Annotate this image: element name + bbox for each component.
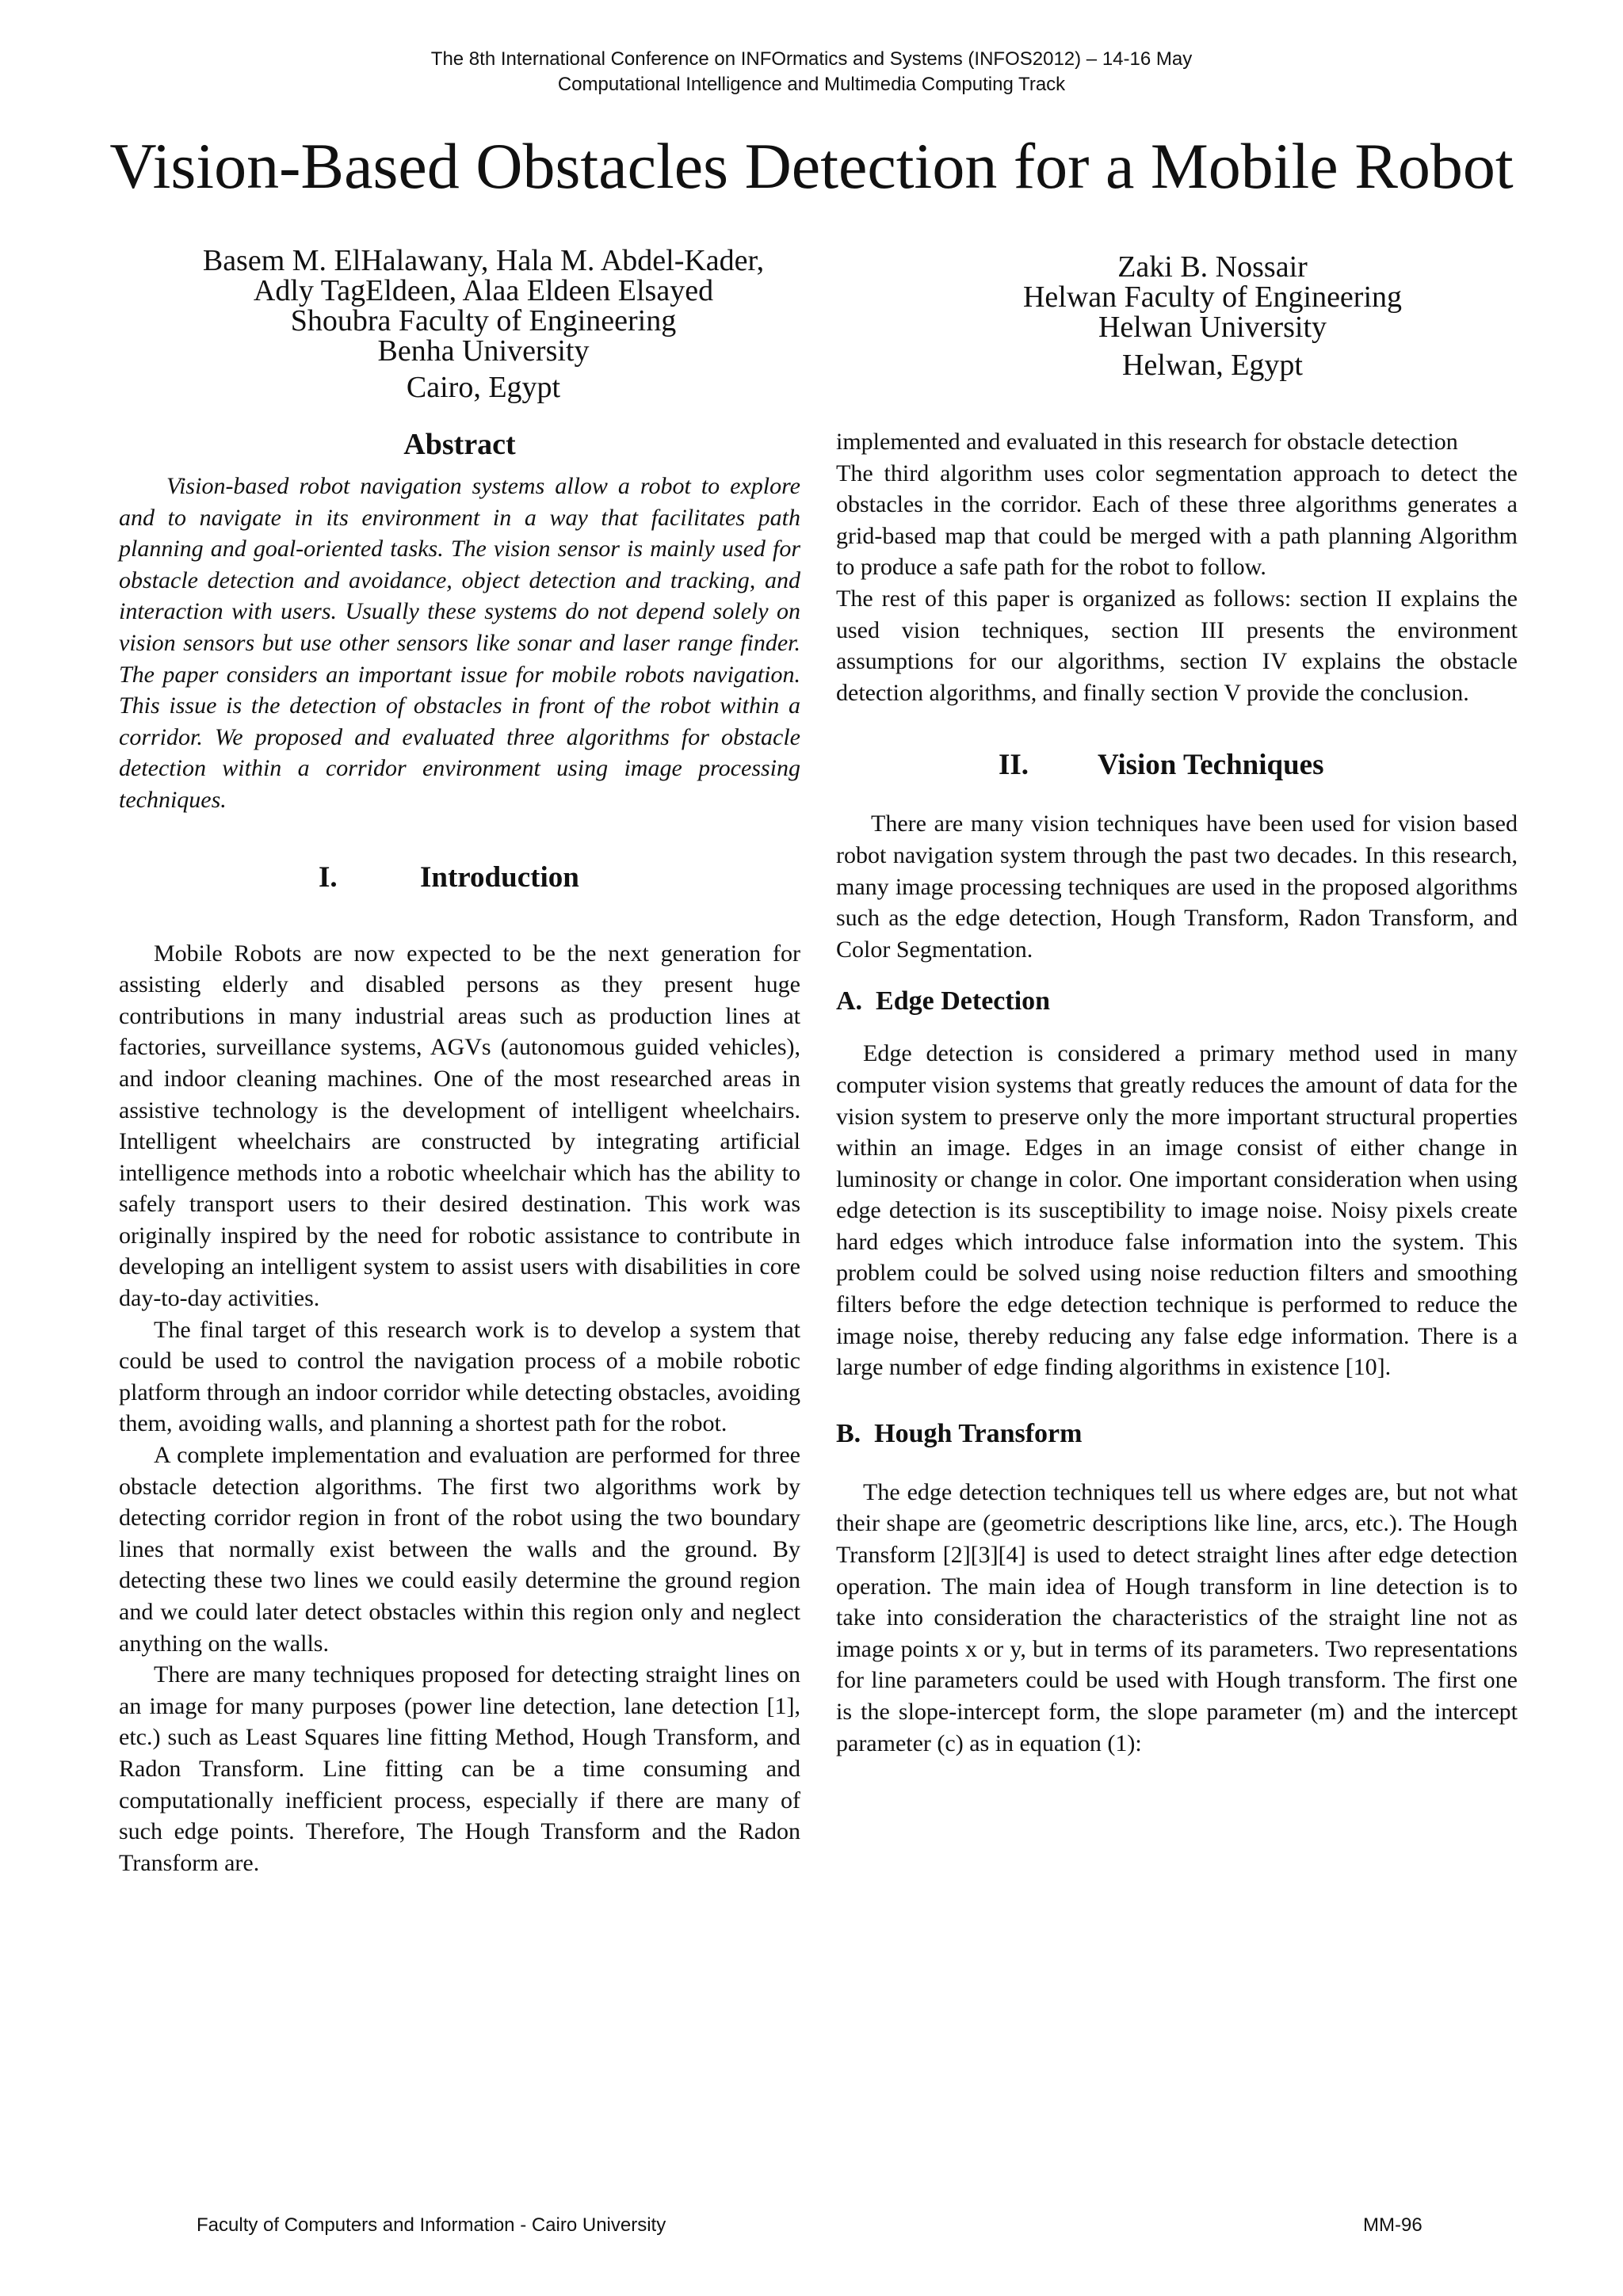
abstract-heading: Abstract — [403, 428, 516, 461]
author-line: Zaki B. Nossair — [1117, 250, 1308, 284]
affiliation-line: Shoubra Faculty of Engineering — [290, 304, 677, 338]
intro-paragraph-2: The final target of this research work is to develop a system that could be used to control the navigation process of a mobile robotic platform through an indoor corridor while detecting obstacles, avoiding them, avoiding walls, and planning a shortest path for the robot. — [119, 1316, 800, 1437]
authors-left — [119, 246, 848, 402]
paper-title: Vision-Based Obstacles Detection for a Mobile Robot — [109, 130, 1514, 202]
location-line: Helwan, Egypt — [1122, 349, 1303, 382]
location-line: Cairo, Egypt — [406, 371, 561, 404]
intro-paragraph-4: There are many techniques proposed for detecting straight lines on an image for many purposes (power line detection, lane detection [1], etc.) such as Least Squares line fitting Method, Hough Transform, and Radon Transform. Line fitting can be a time consuming and computationally inefficient process, especially if there are many of such edge points. Therefore, The Hough Transform and the Radon Transform are. — [119, 1661, 800, 1876]
right-column — [836, 426, 1518, 1759]
authors-right — [856, 252, 1569, 380]
continued-paragraph: implemented and evaluated in this research for obstacle detection — [836, 429, 1458, 455]
subsection-heading-edge-detection: A. Edge Detection — [836, 986, 1051, 1016]
vision-paragraph: There are many vision techniques have been used for vision based robot navigation system through the past two decades. In this research, many image processing techniques are used in the proposed algorithms such as the edge detection, Hough Transform, Radon Transform, and Color Segmentation. — [836, 810, 1518, 963]
left-column — [119, 429, 800, 1878]
hough-transform-paragraph: The edge detection techniques tell us where edges are, but not what their shape are (geometric descriptions like line, arcs, etc.). The Hough Transform [2][3][4] is used to detect straight lines after edge detection operation. The main idea of Hough transform in line detection is to take into consideration the characteristics of the straight line not as image points x or y, but in terms of its parameters. Two representations for line parameters could be used with Hough transform. The first one is the slope-intercept form, the slope parameter (m) and the intercept parameter (c) as in equation (1): — [836, 1478, 1518, 1756]
intro-paragraph-1: Mobile Robots are now expected to be the next generation for assisting elderly and disabled persons as they present huge contributions in many industrial areas such as production lines at factories, surveillance systems, AGVs (autonomous guided vehicles), and indoor cleaning machines. One of the most researched areas in assistive technology is the development of intelligent wheelchairs. Intelligent wheelchairs are constructed by integrating artificial intelligence methods into a robotic wheelchair which has the ability to safely transport users to their desired destination. This work was originally inspired by the need for robotic assistance to contribute in developing an intelligent system to assist users with disabilities in core day-to-day activities. — [119, 940, 800, 1312]
intro-paragraph-3: A complete implementation and evaluation are performed for three obstacle detection algorithms. The first two algorithms work by detecting corridor region in front of the robot using the two boundary lines that normally exist between the walls and the ground. By detecting these two lines we could easily determine the ground region and we could later detect obstacles within this region only and neglect anything on the walls. — [119, 1442, 800, 1657]
paragraph-third-algorithm: The third algorithm uses color segmentation approach to detect the obstacles in the corridor. Each of these three algorithms generates a grid-based map that could be merged with a path planning Algorithm to produce a safe path for the robot to follow. — [836, 460, 1518, 581]
affiliation-line: Helwan Faculty of Engineering — [1022, 280, 1403, 314]
section-number: II. — [999, 749, 1029, 782]
section-title: Introduction — [420, 860, 579, 894]
affiliation-line: Helwan University — [1098, 311, 1327, 344]
author-line: Basem M. ElHalawany, Hala M. Abdel-Kader, — [202, 244, 765, 277]
footer-page-number: MM-96 — [1363, 2214, 1423, 2236]
section-title: Vision Techniques — [1098, 749, 1324, 782]
section-heading-introduction — [119, 862, 800, 906]
section-heading-vision-techniques — [836, 749, 1518, 794]
footer-institution: Faculty of Computers and Information - Cairo University — [197, 2214, 666, 2236]
abstract-text: Vision-based robot navigation systems allow a robot to explore and to navigate in its environment in a way that facilitates path planning and goal-oriented tasks. The vision sensor is mainly used for obstacle detection and avoidance, object detection and tracking, and interaction with users. Usually these systems do not depend solely on vision sensors but use other sensors like sonar and laser range finder. The paper considers an important issue for mobile robots navigation. This issue is the detection of obstacles in front of the robot within a corridor. We proposed and evaluated three algorithms for obstacle detection within a corridor environment using image processing techniques. — [119, 473, 800, 813]
edge-detection-paragraph: Edge detection is considered a primary method used in many computer vision systems that greatly reduces the amount of data for the vision system to preserve only the more important structural properties within an image. Edges in an image consist of either change in luminosity or change in color. One important consideration when using edge detection is its susceptibility to image noise. Noisy pixels create hard edges which introduce false information into the system. This problem could be solved using noise reduction filters and smoothing filters before the edge detection technique is performed to reduce the image noise, thereby reducing any false edge information. There is a large number of edge finding algorithms in existence [10]. — [836, 1040, 1518, 1381]
conference-header-line-1: The 8th International Conference on INFOrmatics and Systems (INFOS2012) – 14-16 May — [430, 48, 1193, 70]
affiliation-line: Benha University — [377, 334, 590, 368]
paragraph-organization: The rest of this paper is organized as follows: section II explains the used vision techniques, section III presents the environment assumptions for our algorithms, section IV explains the obstacle detection algorithms, and finally section V provide the conclusion. — [836, 585, 1518, 706]
subsection-heading-hough-transform: B. Hough Transform — [836, 1418, 1083, 1448]
conference-header-line-2: Computational Intelligence and Multimedia Computing Track — [557, 74, 1066, 95]
section-number: I. — [319, 860, 338, 894]
author-line: Adly TagEldeen, Alaa Eldeen Elsayed — [253, 274, 714, 307]
